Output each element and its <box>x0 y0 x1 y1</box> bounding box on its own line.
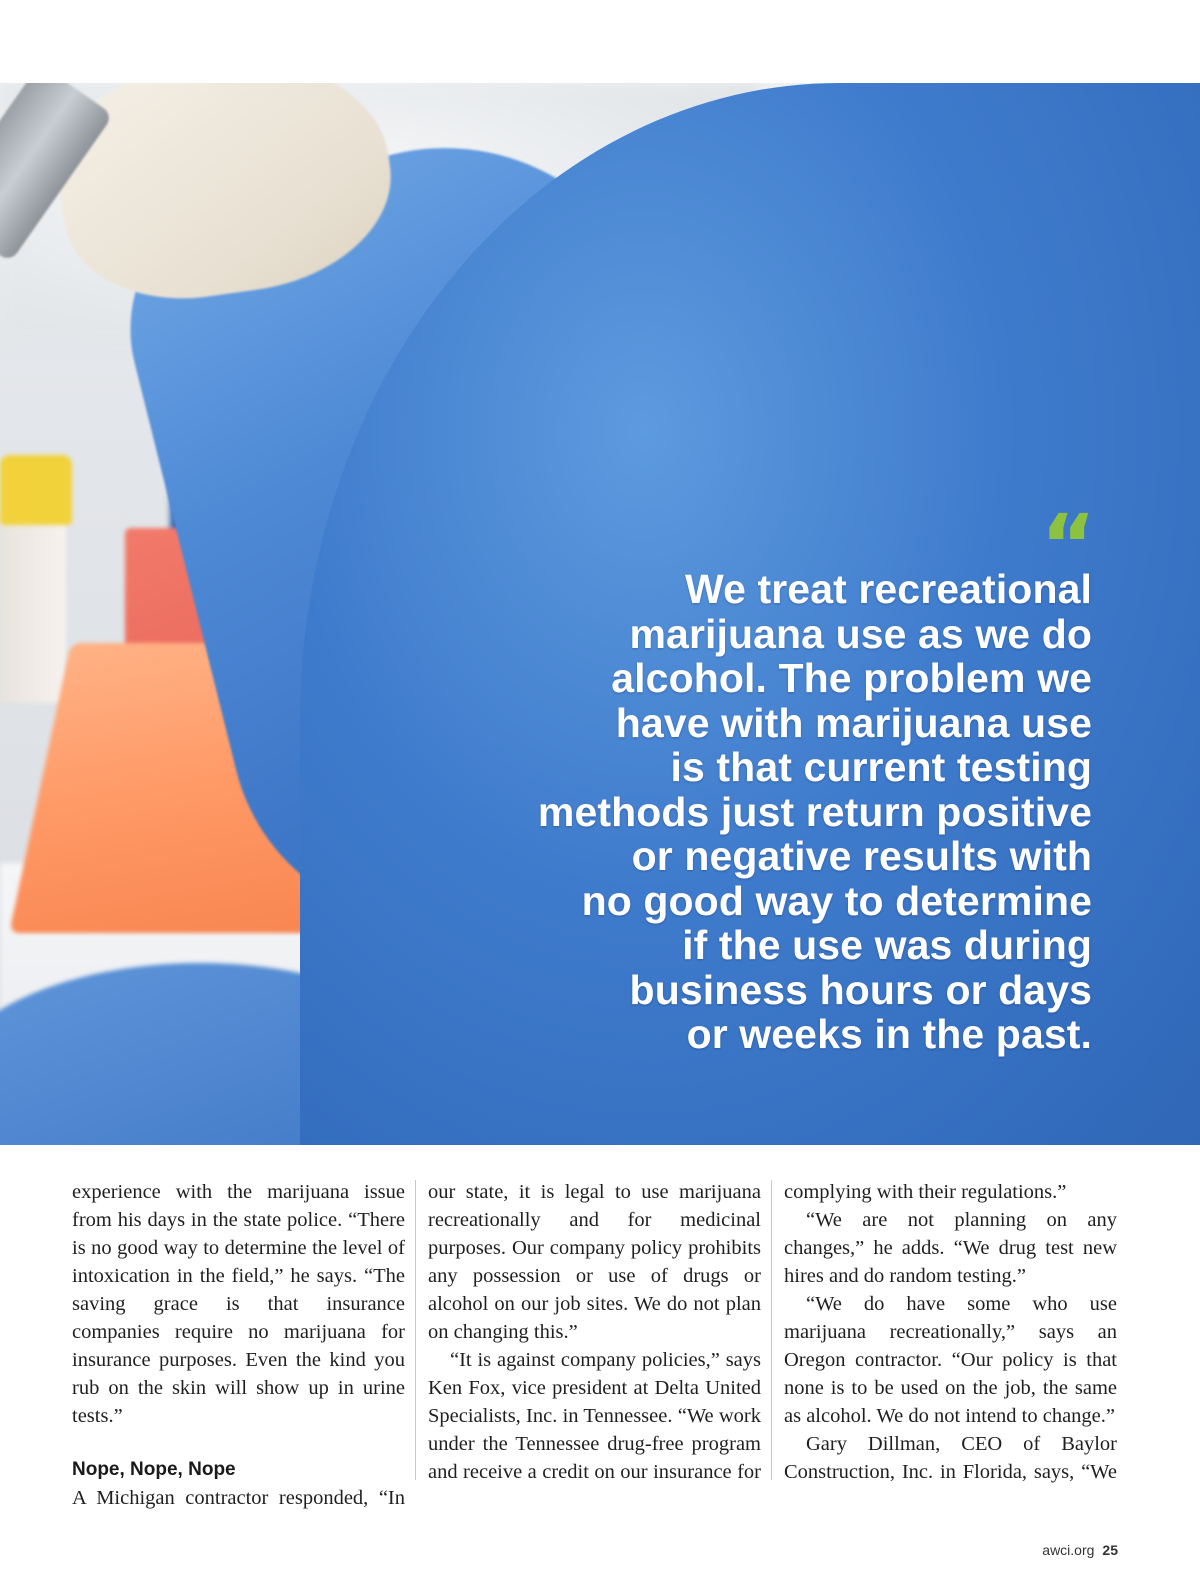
pull-quote-line: alcohol. The problem we <box>611 655 1092 701</box>
quote-mark-icon: “ <box>1040 496 1092 594</box>
page-footer <box>1042 1542 1118 1558</box>
pull-quote-line: if the use was during <box>682 922 1092 968</box>
photo-vial <box>0 513 66 703</box>
pull-quote-line: or negative results with <box>631 833 1092 879</box>
pull-quote-line: or weeks in the past. <box>686 1011 1092 1057</box>
article-column-2 <box>428 1178 761 1486</box>
paragraph: “It is against company policies,” says Ken Fox, vice president at Delta United Specialists, Inc. in Tennessee. “We work under the Tennessee drug-free program and receive a credit on our insurance for <box>428 1349 761 1483</box>
pull-quote-line: is that current testing <box>670 744 1092 790</box>
pull-quote-line: methods just return positive <box>537 788 1092 835</box>
pull-quote-line: We treat recreational <box>685 566 1092 612</box>
footer-site: awci.org <box>1042 1542 1095 1558</box>
pull-quote-line: have with marijuana use <box>615 699 1092 746</box>
paragraph: “We do have some who use marijuana recreationally,” says an Oregon contractor. “Our policy is that none is to be used on the job, the same as alcohol. We do not intend to change.” <box>784 1293 1117 1427</box>
column-divider <box>415 1180 416 1480</box>
pull-quote-line: business hours or days <box>629 966 1092 1013</box>
section-subhead: Nope, Nope, Nope <box>72 1459 236 1480</box>
paragraph: our state, it is legal to use marijuana recreationally and for medicinal purposes. Our company policy prohibits any possession or use of drugs or alcohol on our job sites. We do not plan on changing this.” <box>428 1181 761 1343</box>
paragraph: Gary Dillman, CEO of Baylor Construction, Inc. in Florida, says, “We <box>784 1433 1117 1483</box>
pull-quote-text <box>392 567 1092 1057</box>
paragraph: complying with their regulations.” <box>784 1181 1067 1203</box>
paragraph: “We are not planning on any changes,” he adds. “We drug test new hires and do random testing.” <box>784 1209 1117 1287</box>
photo-yellow-cap <box>0 455 72 525</box>
pull-quote <box>392 496 1092 1057</box>
article-column-3 <box>784 1178 1117 1486</box>
article-column-1 <box>72 1178 405 1512</box>
pull-quote-line: marijuana use as we do <box>629 610 1092 657</box>
paragraph: experience with the marijuana issue from his days in the state police. “There is no good way to determine the level of intoxication in the field,” he says. “The saving grace is that insurance companies require no marijuana for insurance purposes. Even the kind you rub on the skin will show up in urine tests.” <box>72 1181 405 1427</box>
page-number: 25 <box>1102 1542 1118 1558</box>
pull-quote-line: no good way to determine <box>581 877 1092 924</box>
paragraph: A Michigan contractor responded, “In <box>72 1487 405 1509</box>
column-divider <box>771 1180 772 1480</box>
